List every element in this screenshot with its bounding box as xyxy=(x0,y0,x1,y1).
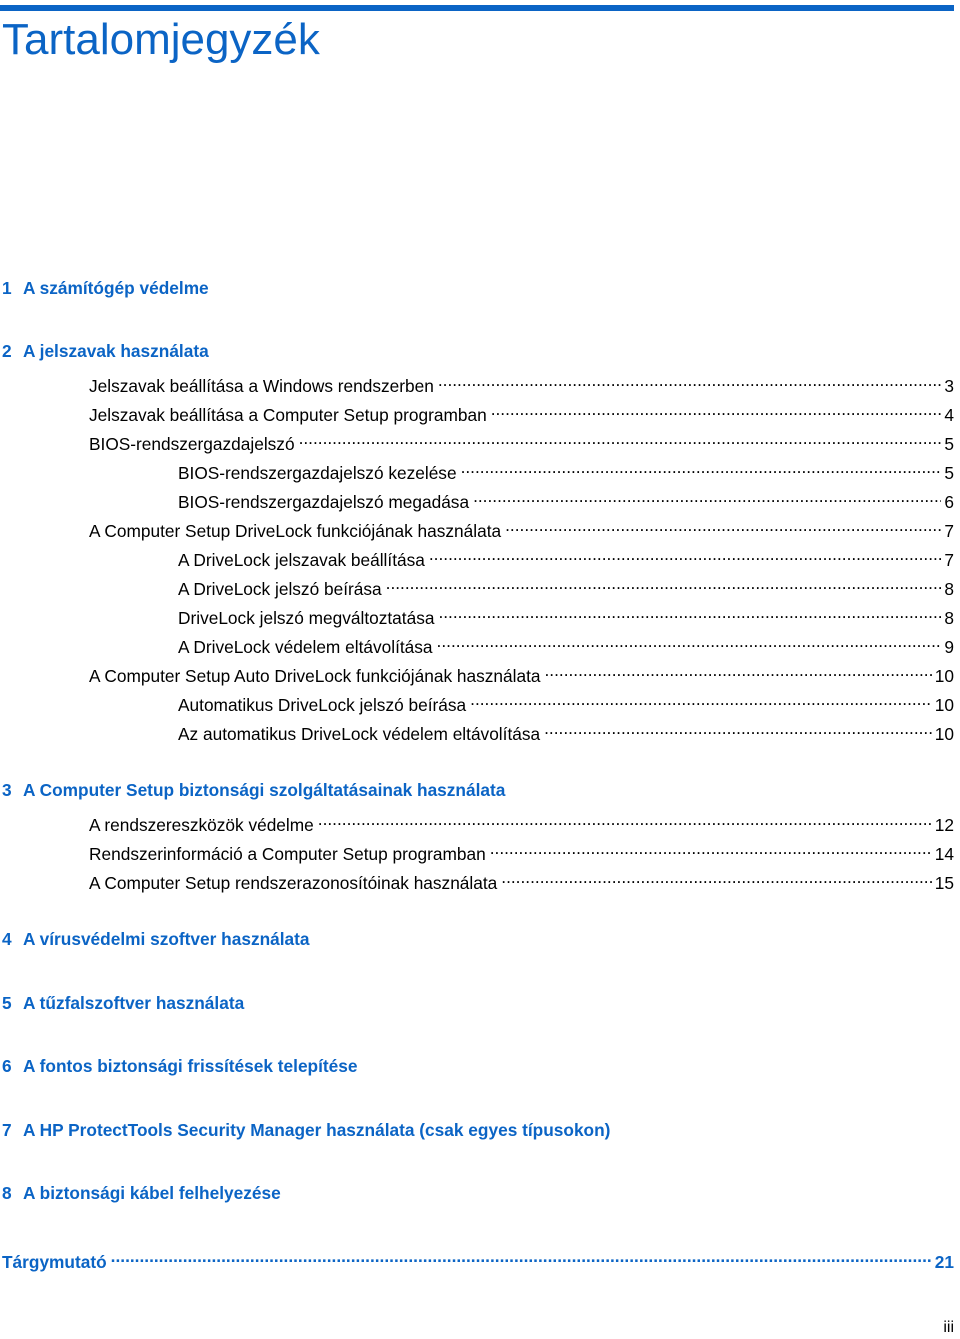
entry-page: 8 xyxy=(944,579,954,599)
dot-leader xyxy=(461,455,942,479)
toc-entry[interactable] xyxy=(89,865,954,893)
chapter-number: 3 xyxy=(2,780,12,800)
chapter-number: 8 xyxy=(2,1183,12,1203)
chapter-title: A számítógép védelme xyxy=(23,278,209,298)
chapter-title: A HP ProtectTools Security Manager használata (csak egyes típusokon) xyxy=(23,1120,611,1140)
entry-title: A DriveLock jelszó beírása xyxy=(178,579,382,599)
toc-entry[interactable] xyxy=(89,368,954,396)
chapter-title: A fontos biztonsági frissítések telepítése xyxy=(23,1056,358,1076)
toc-subentry[interactable] xyxy=(178,600,954,628)
dot-leader xyxy=(318,807,932,831)
dot-leader xyxy=(437,629,942,653)
dot-leader xyxy=(473,484,941,508)
dot-leader xyxy=(490,836,932,860)
chapter-title: A jelszavak használata xyxy=(23,341,209,361)
entry-title: Jelszavak beállítása a Windows rendszerben xyxy=(89,376,434,396)
toc-entry[interactable] xyxy=(89,426,954,454)
dot-leader xyxy=(111,1244,932,1268)
entry-page: 3 xyxy=(944,376,954,396)
entry-title: Rendszerinformáció a Computer Setup programban xyxy=(89,844,486,864)
entry-title: Az automatikus DriveLock védelem eltávolítása xyxy=(178,724,541,744)
toc-entry[interactable] xyxy=(89,807,954,835)
toc-chapter-1[interactable] xyxy=(2,276,954,300)
index-page: 21 xyxy=(934,1252,954,1272)
entry-page: 14 xyxy=(934,844,954,864)
entry-page: 5 xyxy=(944,463,954,483)
entry-title: Automatikus DriveLock jelszó beírása xyxy=(178,695,467,715)
entry-title: A Computer Setup DriveLock funkciójának használata xyxy=(89,521,502,541)
entry-page: 10 xyxy=(934,695,954,715)
page-number: iii xyxy=(943,1319,954,1336)
entry-page: 4 xyxy=(944,405,954,425)
dot-leader xyxy=(470,687,932,711)
toc-chapter-2[interactable] xyxy=(2,339,954,363)
entry-title: A Computer Setup rendszerazonosítóinak használata xyxy=(89,873,498,893)
entry-page: 12 xyxy=(934,815,954,835)
chapter-number: 5 xyxy=(2,993,12,1013)
toc-subentry[interactable] xyxy=(178,542,954,570)
chapter-title: A biztonsági kábel felhelyezése xyxy=(23,1183,281,1203)
toc-subentry[interactable] xyxy=(178,571,954,599)
entry-title: A DriveLock jelszavak beállítása xyxy=(178,550,425,570)
toc-chapter-5[interactable] xyxy=(2,991,954,1015)
dot-leader xyxy=(438,600,941,624)
dot-leader xyxy=(545,658,932,682)
toc-entry[interactable] xyxy=(89,513,954,541)
index-title: Tárgymutató xyxy=(2,1252,107,1272)
toc-subentry[interactable] xyxy=(178,629,954,657)
entry-page: 10 xyxy=(934,666,954,686)
entry-title: Jelszavak beállítása a Computer Setup programban xyxy=(89,405,487,425)
entry-title: DriveLock jelszó megváltoztatása xyxy=(178,608,435,628)
dot-leader xyxy=(544,716,932,740)
chapter-number: 1 xyxy=(2,278,12,298)
toc-subentry[interactable] xyxy=(178,716,954,744)
dot-leader xyxy=(491,397,942,421)
entry-page: 10 xyxy=(934,724,954,744)
entry-title: BIOS-rendszergazdajelszó megadása xyxy=(178,492,470,512)
entry-page: 7 xyxy=(944,521,954,541)
entry-title: A DriveLock védelem eltávolítása xyxy=(178,637,433,657)
page-title: Tartalomjegyzék xyxy=(2,15,320,64)
entry-title: A Computer Setup Auto DriveLock funkciójának használata xyxy=(89,666,541,686)
entry-page: 15 xyxy=(934,873,954,893)
chapter-number: 6 xyxy=(2,1056,12,1076)
dot-leader xyxy=(501,865,931,889)
chapter-title: A vírusvédelmi szoftver használata xyxy=(23,929,310,949)
chapter-number: 2 xyxy=(2,341,12,361)
toc-chapter-3[interactable] xyxy=(2,778,954,802)
toc-index[interactable] xyxy=(2,1244,954,1272)
entry-title: BIOS-rendszergazdajelszó kezelése xyxy=(178,463,457,483)
toc-entry[interactable] xyxy=(89,836,954,864)
entry-title: BIOS-rendszergazdajelszó xyxy=(89,434,295,454)
toc-entry[interactable] xyxy=(89,658,954,686)
toc-entry[interactable] xyxy=(89,397,954,425)
toc-chapter-8[interactable] xyxy=(2,1181,954,1205)
toc-subentry[interactable] xyxy=(178,484,954,512)
toc-chapter-4[interactable] xyxy=(2,927,954,951)
chapter-number: 7 xyxy=(2,1120,12,1140)
chapter-title: A tűzfalszoftver használata xyxy=(23,993,245,1013)
dot-leader xyxy=(505,513,941,537)
entry-page: 9 xyxy=(944,637,954,657)
dot-leader xyxy=(429,542,942,566)
toc-subentry[interactable] xyxy=(178,687,954,715)
dot-leader xyxy=(299,426,942,450)
toc-chapter-7[interactable] xyxy=(2,1118,954,1142)
entry-page: 7 xyxy=(944,550,954,570)
toc-chapter-6[interactable] xyxy=(2,1054,954,1078)
entry-page: 6 xyxy=(944,492,954,512)
entry-page: 8 xyxy=(944,608,954,628)
dot-leader xyxy=(438,368,942,392)
entry-page: 5 xyxy=(944,434,954,454)
chapter-title: A Computer Setup biztonsági szolgáltatásainak használata xyxy=(23,780,506,800)
dot-leader xyxy=(386,571,942,595)
entry-title: A rendszereszközök védelme xyxy=(89,815,314,835)
chapter-number: 4 xyxy=(2,929,12,949)
toc-subentry[interactable] xyxy=(178,455,954,483)
